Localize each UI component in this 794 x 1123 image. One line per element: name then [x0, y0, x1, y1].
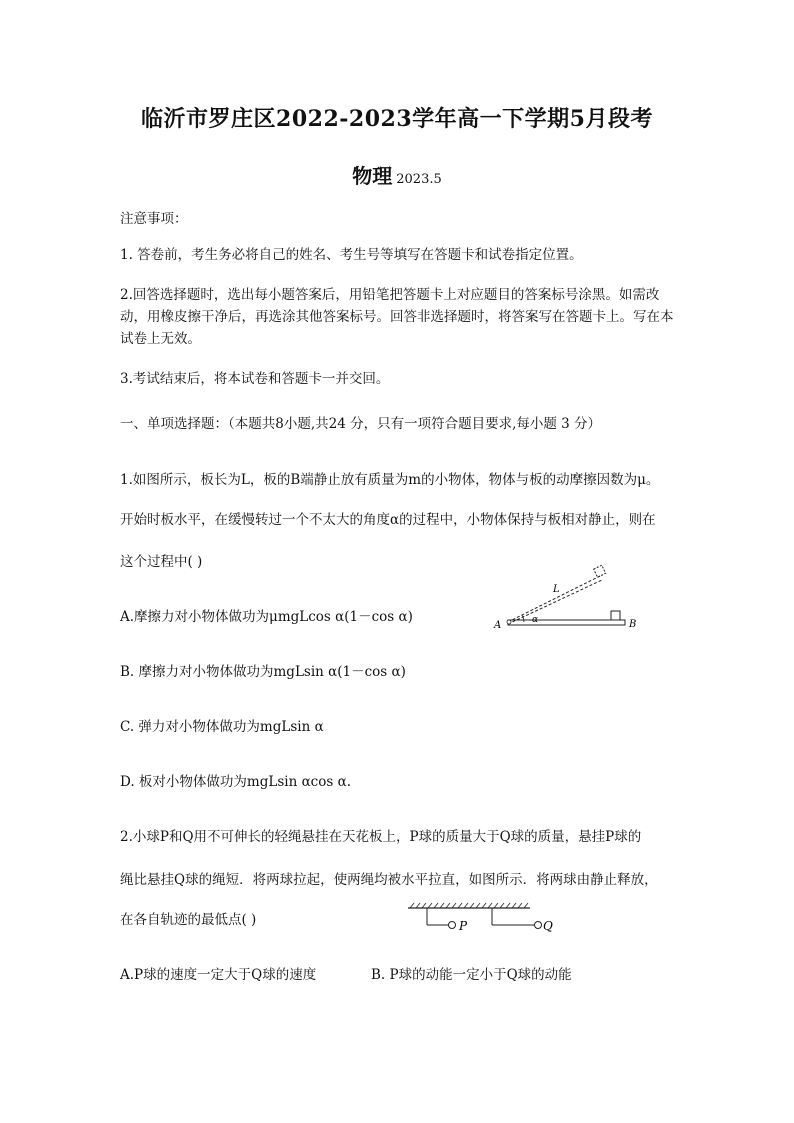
label-alpha: α — [532, 615, 539, 625]
q1-line-3: 这个过程中( ) — [120, 554, 203, 570]
ball-p — [449, 922, 456, 929]
inclined-board-edge-1 — [508, 576, 600, 622]
notice-item-3: 3.考试结束后，将本试卷和答题卡一并交回。 — [120, 371, 390, 387]
label-q: Q — [543, 919, 553, 933]
notice-heading: 注意事项： — [120, 211, 188, 227]
block-dashed — [594, 565, 606, 577]
label-b: B — [629, 619, 637, 630]
q1-option-a: A.摩擦力对小物体做功为μmgLcos α(1－cos α) — [120, 609, 413, 625]
q2-option-a: A.P球的速度一定大于Q球的速度 — [120, 967, 317, 983]
notice-item-2: 2.回答选择题时，选出每小题答案后，用铅笔把答题卡上对应题目的答案标号涂黑。如需改动，用橡皮擦干净后，再选涂其他答案标号。回答非选择题时，将答案写在答题卡上。写在本试卷上无效。 — [120, 287, 674, 347]
block-at-b — [611, 611, 620, 620]
notice-item-1: 1. 答卷前，考生务必将自己的姓名、考生号等填写在答题卡和试卷指定位置。 — [120, 247, 583, 263]
pivot-a — [507, 620, 511, 624]
q2-option-b: B. P球的动能一定小于Q球的动能 — [371, 967, 572, 983]
label-p: P — [459, 919, 468, 933]
label-a: A — [494, 620, 502, 631]
ball-q — [535, 922, 542, 929]
q1-board-figure — [490, 560, 640, 635]
q1-line-1: 1.如图所示，板长为L，板的B端静止放有质量为m的小物体，物体与板的动摩擦因数为μ。 — [120, 472, 660, 488]
label-l: L — [553, 584, 560, 595]
ceiling-hatch — [410, 903, 528, 908]
q2-line-3: 在各自轨迹的最低点( ) — [120, 912, 257, 928]
q1-option-b: B. 摩擦力对小物体做功为mgLsin α(1－cos α) — [120, 664, 406, 680]
q2-line-2: 绳比悬挂Q球的绳短．将两球拉起，使两绳均被水平拉直，如图所示．将两球由静止释放， — [120, 872, 658, 888]
q1-option-d: D. 板对小物体做功为mgLsin αcos α. — [120, 774, 351, 790]
angle-arc — [522, 615, 524, 622]
section-heading: 一、单项选择题：（本题共8小题,共24 分，只有一项符合题目要求,每小题 3 分） — [120, 416, 602, 432]
page-title: 临沂市罗庄区2022-2023学年高一下学期5月段考 — [141, 106, 653, 132]
horizontal-board — [508, 620, 625, 625]
q1-line-2: 开始时板水平，在缓慢转过一个不太大的角度α的过程中，小物体保持与板相对静止，则在 — [120, 512, 656, 528]
q2-pendulum-figure — [404, 900, 564, 936]
q1-option-c: C. 弹力对小物体做功为mgLsin α — [120, 719, 324, 735]
subject-line — [0, 160, 794, 189]
subject-name: 物理 — [352, 164, 393, 188]
exam-date: 2023.5 — [396, 172, 442, 187]
q2-line-1: 2.小球P和Q用不可伸长的轻绳悬挂在天花板上，P球的质量大于Q球的质量，悬挂P球的 — [120, 829, 642, 845]
